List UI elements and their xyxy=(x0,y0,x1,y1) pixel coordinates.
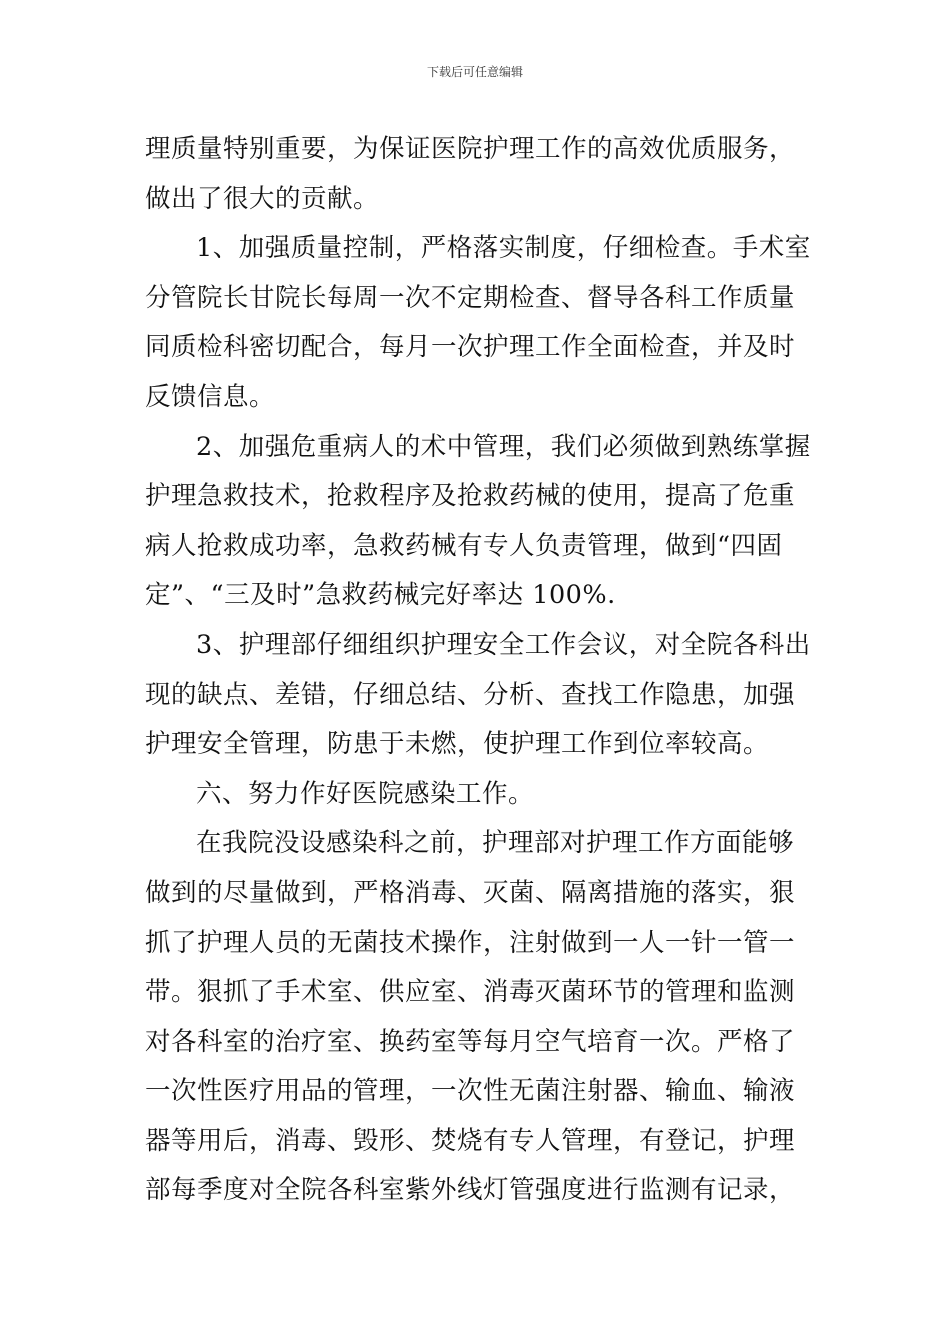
text-line: 部每季度对全院各科室紫外线灯管强度进行监测有记录， xyxy=(145,1175,796,1206)
document-body xyxy=(145,125,815,1216)
text-line: 定”、“三及时”急救药械完好率达 100%. xyxy=(145,580,616,611)
text-line: 在我院没设感染科之前，护理部对护理工作方面能够 xyxy=(196,828,795,859)
text-line: 理质量特别重要，为保证医院护理工作的高效优质服务， xyxy=(145,134,796,164)
text-line: 2、加强危重病人的术中管理，我们必须做到熟练掌握 xyxy=(196,431,811,462)
text-line: 病人抢救成功率，急救药械有专人负责管理，做到“四固 xyxy=(145,530,783,561)
text-line: 反馈信息。 xyxy=(145,381,276,412)
text-line: 一次性医疗用品的管理，一次性无菌注射器、输血、输液 xyxy=(145,1076,796,1107)
text-line: 护理安全管理，防患于未燃，使护理工作到位率较高。 xyxy=(145,729,770,760)
section-heading: 六、努力作好医院感染工作。 xyxy=(196,778,535,809)
text-line: 3、护理部仔细组织护理安全工作会议，对全院各科出 xyxy=(196,629,811,660)
text-line: 抓了护理人员的无菌技术操作，注射做到一人一针一管一 xyxy=(145,927,796,958)
text-line: 分管院长甘院长每周一次不定期检查、督导各科工作质量 xyxy=(145,282,796,313)
text-line: 同质检科密切配合，每月一次护理工作全面检查，并及时 xyxy=(145,332,796,363)
page-header: 下载后可任意编辑 xyxy=(426,65,523,79)
text-line: 1、加强质量控制，严格落实制度，仔细检查。手术室 xyxy=(196,233,811,264)
text-line: 护理急救技术，抢救程序及抢救药械的使用，提高了危重 xyxy=(145,481,796,512)
text-line: 做到的尽量做到，严格消毒、灭菌、隔离措施的落实，狠 xyxy=(145,877,796,908)
text-line: 对各科室的治疗室、换药室等每月空气培育一次。严格了 xyxy=(145,1026,796,1057)
text-line: 器等用后，消毒、毁形、焚烧有专人管理，有登记，护理 xyxy=(145,1125,796,1156)
text-line: 做出了很大的贡献。 xyxy=(145,183,380,214)
text-line: 带。狠抓了手术室、供应室、消毒灭菌环节的管理和监测 xyxy=(145,977,796,1008)
text-line: 现的缺点、差错，仔细总结、分析、查找工作隐患，加强 xyxy=(145,679,796,710)
